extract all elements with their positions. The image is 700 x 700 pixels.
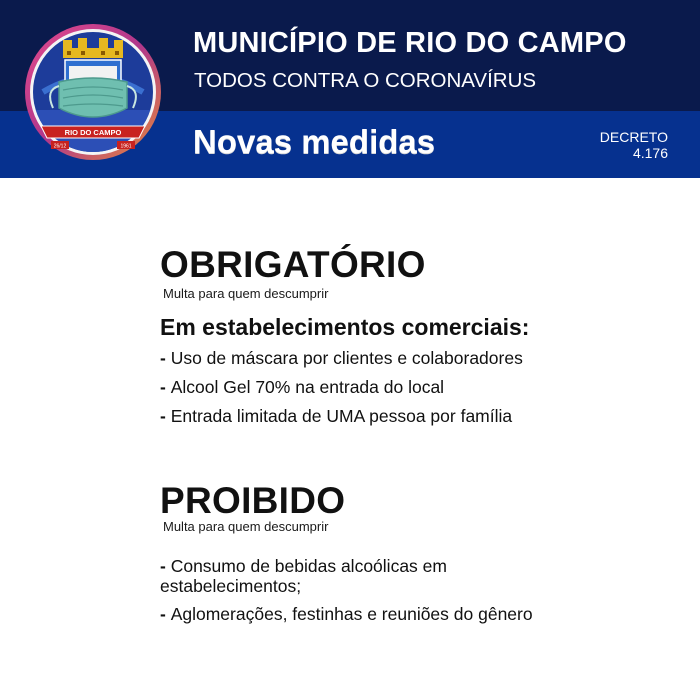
obligatory-subheading: Em estabelecimentos comerciais: xyxy=(160,314,530,340)
list-item: - Aglomerações, festinhas e reuniões do gênero xyxy=(160,604,533,624)
list-item: - Uso de máscara por clientes e colaboradores xyxy=(160,348,523,368)
seal-date-right: 1961 xyxy=(120,143,132,150)
obligatory-note: Multa para quem descumprir xyxy=(163,286,329,301)
prohibited-title: PROIBIDO xyxy=(160,480,346,521)
seal-banner-text: RIO DO CAMPO xyxy=(64,128,122,137)
page-title: MUNICÍPIO DE RIO DO CAMPO xyxy=(193,27,627,59)
list-item-text: Aglomerações, festinhas e reuniões do gênero xyxy=(170,604,533,624)
list-item: - Consumo de bebidas alcoólicas em estabelecimentos; xyxy=(160,556,447,596)
obligatory-title: OBRIGATÓRIO xyxy=(160,244,426,285)
band-title: Novas medidas xyxy=(193,123,436,160)
municipal-seal-logo xyxy=(23,22,163,162)
list-item-text: Uso de máscara por clientes e colaboradores xyxy=(170,348,523,368)
prohibited-note: Multa para quem descumprir xyxy=(163,519,329,534)
decree-label xyxy=(600,129,668,161)
list-item-text: Alcool Gel 70% na entrada do local xyxy=(170,377,445,397)
list-item-text: Entrada limitada de UMA pessoa por família xyxy=(170,406,513,426)
page-subtitle: TODOS CONTRA O CORONAVÍRUS xyxy=(194,69,537,92)
list-item: - Entrada limitada de UMA pessoa por família xyxy=(160,406,513,426)
list-item-text: Consumo de bebidas alcoólicas em estabelecimentos; xyxy=(160,556,447,596)
seal-date-left: 26/12 xyxy=(53,143,67,150)
list-item: - Alcool Gel 70% na entrada do local xyxy=(160,377,445,397)
decree-number: 4.176 xyxy=(632,145,668,161)
decree-text: DECRETO xyxy=(599,129,668,145)
